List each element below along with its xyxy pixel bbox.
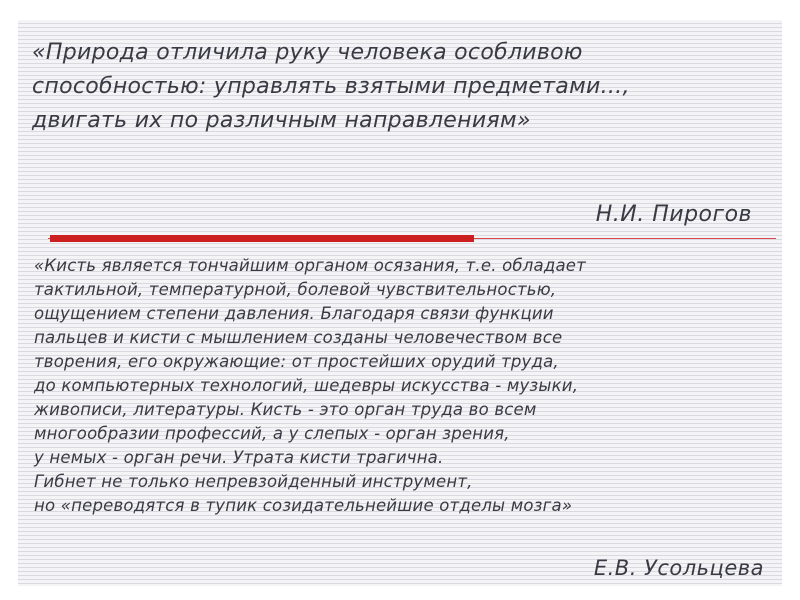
pirogov-author: Н.И. Пирогов (595, 202, 752, 227)
usoltseva-quote-line: творения, его окружающие: от простейших орудий труда, (34, 352, 559, 371)
pirogov-quote (32, 36, 630, 138)
usoltseva-quote (34, 254, 586, 518)
usoltseva-quote-line: но «переводятся в тупик созидательнейшие отделы мозга» (34, 496, 573, 515)
usoltseva-quote-line: «Кисть является тончайшим органом осязания, т.е. обладает (34, 256, 586, 275)
usoltseva-author: Е.В. Усольцева (593, 556, 764, 580)
usoltseva-quote-line: многообразии профессий, а у слепых - орган зрения, (34, 424, 510, 443)
usoltseva-quote-line: тактильной, температурной, болевой чувствительностью, (34, 280, 557, 299)
pirogov-quote-line: «Природа отличила руку человека особливою (32, 40, 583, 65)
usoltseva-quote-line: пальцев и кисти с мышлением созданы человечеством все (34, 328, 563, 347)
usoltseva-quote-line: до компьютерных технологий, шедевры искусства - музыки, (34, 376, 579, 395)
divider-red-bar (50, 235, 474, 242)
usoltseva-quote-line: живописи, литературы. Кисть - это орган труда во всем (34, 400, 537, 419)
pirogov-quote-line: способностью: управлять взятыми предметами..., (32, 74, 630, 99)
usoltseva-quote-line: ощущением степени давления. Благодаря связи функции (34, 304, 554, 323)
usoltseva-quote-line: у немых - орган речи. Утрата кисти трагична. (34, 448, 444, 467)
usoltseva-quote-line: Гибнет не только непревзойденный инструмент, (34, 472, 473, 491)
pirogov-quote-line: двигать их по различным направлениям» (32, 108, 531, 133)
slide (18, 20, 782, 586)
